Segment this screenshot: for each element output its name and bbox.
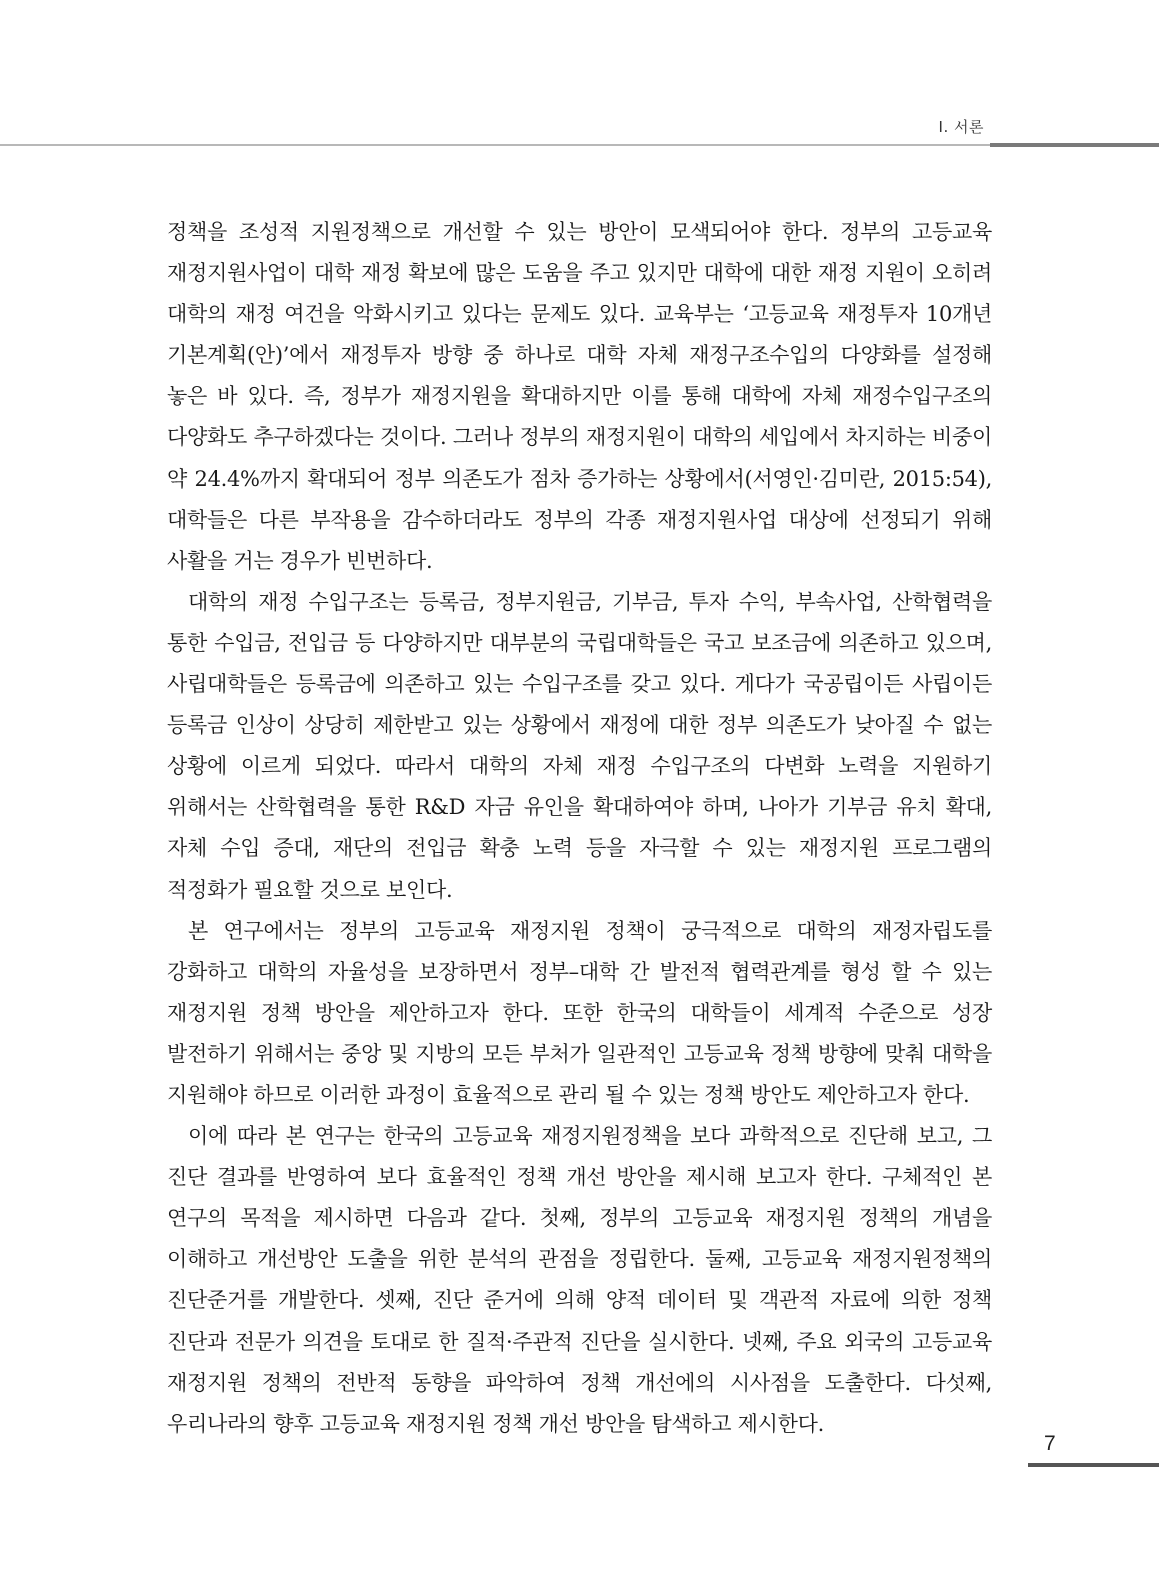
page-number: 7 [1044, 1432, 1056, 1455]
paragraph-4: 이에 따라 본 연구는 한국의 고등교육 재정지원정책을 보다 과학적으로 진단해 보고, 그 진단 결과를 반영하여 보다 효율적인 정책 개선 방안을 제시해 보고자 한다. 구체적인 본 연구의 목적을 제시하면 다음과 같다. 첫째, 정부의 고등교육 재정지원 정책의 개념을 이해하고 개선방안 도출을 위한 분석의 관점을 정립한다. 둘째, 고등교육 재정지원정책의 진단준거를 개발한다. 셋째, 진단 준거에 의해 양적 데이터 및 객관적 자료에 의한 정책 진단과 전문가 의견을 토대로 한 질적·주관적 진단을 실시한다. 넷째, 주요 외국의 고등교육 재정지원 정책의 전반적 동향을 파악하여 정책 개선에의 시사점을 도출한다. 다섯째, 우리나라의 향후 고등교육 재정지원 정책 개선 방안을 탐색하고 제시한다. [167, 1124, 992, 1436]
paragraph-1: 정책을 조성적 지원정책으로 개선할 수 있는 방안이 모색되어야 한다. 정부의 고등교육 재정지원사업이 대학 재정 확보에 많은 도움을 주고 있지만 대학에 대한 재정 지원이 오히려 대학의 재정 여건을 악화시키고 있다는 문제도 있다. 교육부는 ‘고등교육 재정투자 10개년 기본계획(안)’에서 재정투자 방향 중 하나로 대학 자체 재정구조수입의 다양화를 설정해 놓은 바 있다. 즉, 정부가 재정지원을 확대하지만 이를 통해 대학에 자체 재정수입구조의 다양화도 추구하겠다는 것이다. 그러나 정부의 재정지원이 대학의 세입에서 차지하는 비중이 약 24.4%까지 확대되어 정부 의존도가 점차 증가하는 상황에서(서영인·김미란, 2015:54), 대학들은 다른 부작용을 감수하더라도 정부의 각종 재정지원사업 대상에 선정되기 위해 사활을 거는 경우가 빈번하다. [167, 220, 992, 573]
footer-divider [1028, 1463, 1159, 1467]
running-header-section-title: Ⅰ. 서론 [938, 118, 984, 136]
header-divider [0, 144, 990, 146]
body-text [167, 212, 992, 1445]
paragraph-2: 대학의 재정 수입구조는 등록금, 정부지원금, 기부금, 투자 수익, 부속사업, 산학협력을 통한 수입금, 전입금 등 다양하지만 대부분의 국립대학들은 국고 보조금에 의존하고 있으며, 사립대학들은 등록금에 의존하고 있는 수입구조를 갖고 있다. 게다가 국공립이든 사립이든 등록금 인상이 상당히 제한받고 있는 상황에서 재정에 대한 정부 의존도가 낮아질 수 없는 상황에 이르게 되었다. 따라서 대학의 자체 재정 수입구조의 다변화 노력을 지원하기 위해서는 산학협력을 통한 R&D 자금 유인을 확대하여야 하며, 나아가 기부금 유치 확대, 자체 수입 증대, 재단의 전입금 확충 노력 등을 자극할 수 있는 재정지원 프로그램의 적정화가 필요할 것으로 보인다. [167, 589, 992, 902]
header-divider-accent [990, 143, 1159, 147]
paragraph-3: 본 연구에서는 정부의 고등교육 재정지원 정책이 궁극적으로 대학의 재정자립도를 강화하고 대학의 자율성을 보장하면서 정부–대학 간 발전적 협력관계를 형성 할 수 있는 재정지원 정책 방안을 제안하고자 한다. 또한 한국의 대학들이 세계적 수준으로 성장 발전하기 위해서는 중앙 및 지방의 모든 부처가 일관적인 고등교육 정책 방향에 맞춰 대학을 지원해야 하므로 이러한 과정이 효율적으로 관리 될 수 있는 정책 방안도 제안하고자 한다. [167, 918, 992, 1107]
